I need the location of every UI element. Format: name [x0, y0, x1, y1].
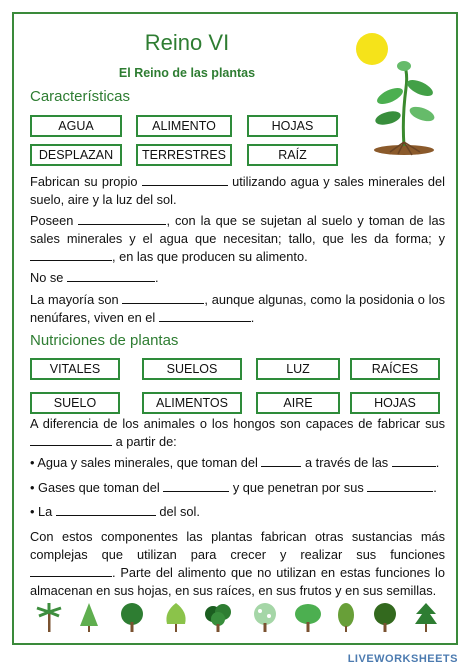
answer-blank[interactable]: [30, 248, 112, 261]
paragraph: [30, 173, 445, 209]
conifer-tree-icon: [78, 602, 100, 632]
word-chip[interactable]: SUELO: [30, 392, 120, 414]
text: .: [433, 480, 437, 495]
word-chip[interactable]: VITALES: [30, 358, 120, 380]
answer-blank[interactable]: [78, 212, 166, 225]
word-chip[interactable]: LUZ: [256, 358, 340, 380]
answer-blank[interactable]: [30, 564, 112, 577]
text: . Parte del alimento que no utilizan en estas funciones lo almacenan en sus hojas, en sus raíces, en sus frutos y en sus semillas.: [30, 565, 445, 598]
text: .: [435, 455, 440, 470]
answer-blank[interactable]: [163, 479, 229, 492]
plant-icon: [368, 58, 444, 158]
text: Fabrican su propio: [30, 174, 138, 189]
word-chip[interactable]: TERRESTRES: [136, 144, 232, 166]
answer-blank[interactable]: [122, 291, 204, 304]
answer-blank[interactable]: [367, 479, 433, 492]
paragraph: [30, 269, 445, 287]
text: , en las que producen su alimento.: [112, 249, 308, 264]
text: a partir de:: [115, 434, 177, 449]
page-title: Reino VI: [144, 30, 230, 55]
palm-tree-icon: [35, 602, 63, 632]
text: .: [250, 310, 255, 325]
word-chip[interactable]: ALIMENTOS: [142, 392, 242, 414]
cypress-tree-icon: [335, 602, 357, 632]
round-tree-icon: [371, 602, 399, 632]
text: , con la que se sujetan al suelo y toman de las sales minerales y el agua que necesitan; tallo, que les da forma; y: [30, 213, 446, 246]
pine-tree-icon: [413, 602, 439, 632]
text: del sol.: [159, 504, 200, 519]
text: y que penetran por sus: [232, 480, 364, 495]
page-subtitle: El Reino de las plantas: [118, 66, 256, 80]
text: • Gases que toman del: [30, 480, 160, 495]
text: La mayoría son: [30, 292, 119, 307]
answer-blank[interactable]: [261, 454, 301, 467]
paragraph: [30, 212, 445, 266]
text: a través de las: [304, 455, 389, 470]
text: .: [155, 270, 159, 285]
answer-blank[interactable]: [142, 173, 228, 186]
bullet-item: [30, 454, 445, 472]
paragraph: [30, 291, 445, 327]
word-chip[interactable]: ALIMENTO: [136, 115, 232, 137]
word-chip[interactable]: RAÍCES: [350, 358, 440, 380]
text: , aunque algunas, como la posidonia o los nenúfares, viven en el: [30, 292, 445, 325]
word-chip[interactable]: RAÍZ: [247, 144, 338, 166]
bullet-item: [30, 503, 445, 521]
trees-illustration: [35, 600, 445, 632]
text: Con estos componentes las plantas fabrican otras sustancias más complejas que utilizan para crecer y realizar sus funciones: [30, 529, 445, 562]
word-chip[interactable]: HOJAS: [350, 392, 440, 414]
paragraph: [30, 415, 445, 451]
answer-blank[interactable]: [56, 503, 156, 516]
word-chip[interactable]: AGUA: [30, 115, 122, 137]
brand-logo: LIVEWORKSHEETS: [347, 653, 458, 665]
text: • La: [30, 504, 53, 519]
word-chip[interactable]: SUELOS: [142, 358, 242, 380]
word-chip[interactable]: HOJAS: [247, 115, 338, 137]
answer-blank[interactable]: [159, 309, 251, 322]
nutriciones-heading: Nutriciones de plantas: [30, 332, 179, 349]
oak-tree-icon: [117, 602, 147, 632]
flowering-tree-icon: [251, 602, 279, 632]
answer-blank[interactable]: [67, 269, 155, 282]
answer-blank[interactable]: [30, 433, 112, 446]
answer-blank[interactable]: [392, 454, 436, 467]
word-chip[interactable]: AIRE: [256, 392, 340, 414]
text: utilizando agua y sales minerales del suelo, aire y la luz del sol.: [30, 174, 445, 207]
paragraph: [30, 528, 445, 600]
text: • Agua y sales minerales, que toman del: [30, 455, 258, 470]
leafy-tree-icon: [203, 602, 233, 632]
caracteristicas-heading: Características: [30, 88, 131, 105]
text: No se: [30, 270, 64, 285]
bullet-item: [30, 479, 445, 497]
broadleaf-tree-icon: [293, 602, 323, 632]
text: A diferencia de los animales o los hongos son capaces de fabricar sus: [30, 416, 445, 431]
word-chip[interactable]: DESPLAZAN: [30, 144, 122, 166]
bush-tree-icon: [163, 602, 189, 632]
text: Poseen: [30, 213, 74, 228]
